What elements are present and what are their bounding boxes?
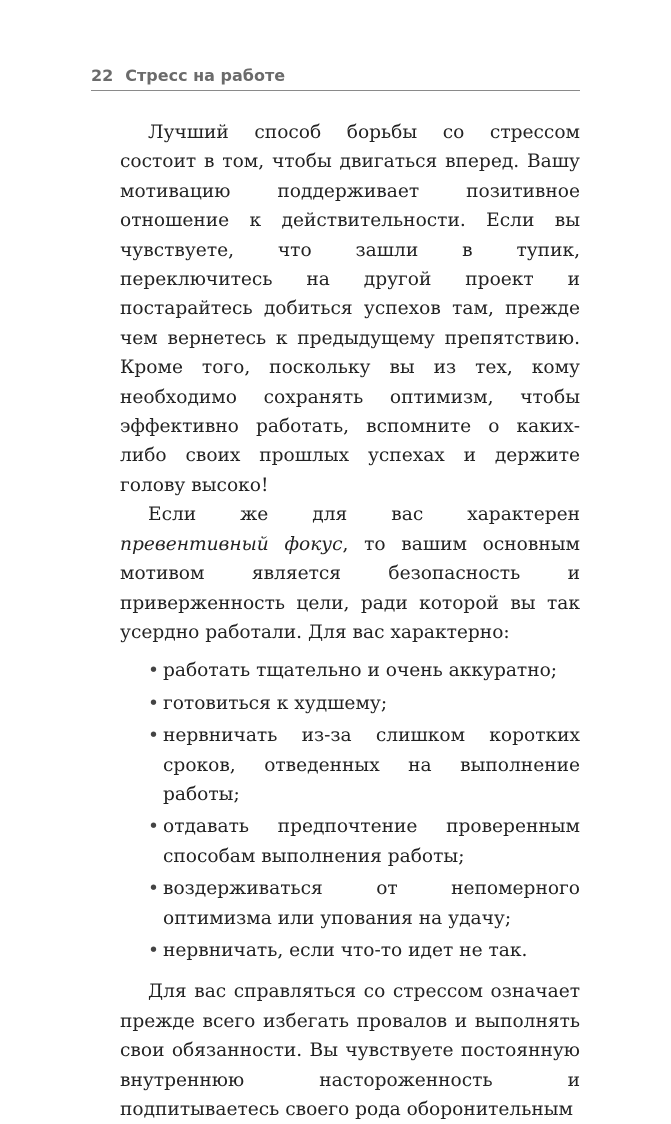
running-head	[91, 62, 580, 91]
paragraph-2-start: Если же для вас характерен	[148, 504, 580, 526]
paragraph-2-end: , то вашим основным мотивом является безопасность и приверженность цели, ради которой вы так усердно работали. Для вас характерно:	[120, 533, 580, 643]
bullet-list	[120, 656, 580, 965]
paragraph-1: Лучший способ борьбы со стрессом состоит в том, чтобы двигаться вперед. Вашу мотивацию поддерживает позитивное отношение к действительности. Если вы чувствуете, что зашли в тупик, переключитесь на другой проект и постарайтесь добиться успехов там, прежде чем вернетесь к предыдущему препятствию. Кроме того, поскольку вы из тех, кому необходимо сохранять оптимизм, чтобы эффективно работать, вспомните о каких-либо своих прошлых успехах и держите голову высоко!	[120, 122, 580, 496]
bullet-icon: •	[148, 878, 159, 900]
list-item	[148, 874, 580, 933]
bullet-icon: •	[148, 939, 159, 961]
paragraph-3: Для вас справляться со стрессом означает прежде всего избегать провалов и выполнять свои обязанности. Вы чувствуете постоянную внутреннюю настороженность и подпитываетесь своего рода оборонительным	[120, 981, 580, 1120]
list-item	[148, 721, 580, 809]
bullet-icon: •	[148, 816, 159, 838]
paragraph-2	[120, 500, 580, 647]
list-item-text: нервничать, если что-то идет не так.	[163, 939, 528, 961]
bullet-icon: •	[148, 660, 159, 682]
body-text	[120, 118, 580, 1124]
chapter-title: Стресс на работе	[125, 66, 286, 85]
list-item-text: нервничать из-за слишком коротких сроков, отведенных на выполнение работы;	[163, 725, 580, 805]
list-item-text: готовиться к худшему;	[163, 692, 388, 714]
list-item	[148, 689, 580, 718]
bullet-icon: •	[148, 692, 159, 714]
paragraph-2-emphasis: превентивный фокус	[120, 533, 343, 555]
list-item-text: работать тщательно и очень аккуратно;	[163, 660, 558, 682]
list-item-text: воздерживаться от непомерного оптимизма или упования на удачу;	[163, 878, 580, 929]
bullet-icon: •	[148, 725, 159, 747]
list-item	[148, 936, 580, 965]
list-item-text: отдавать предпочтение проверенным способам выполнения работы;	[163, 816, 580, 867]
list-item	[148, 656, 580, 685]
list-item	[148, 812, 580, 871]
page-number: 22	[91, 66, 114, 85]
